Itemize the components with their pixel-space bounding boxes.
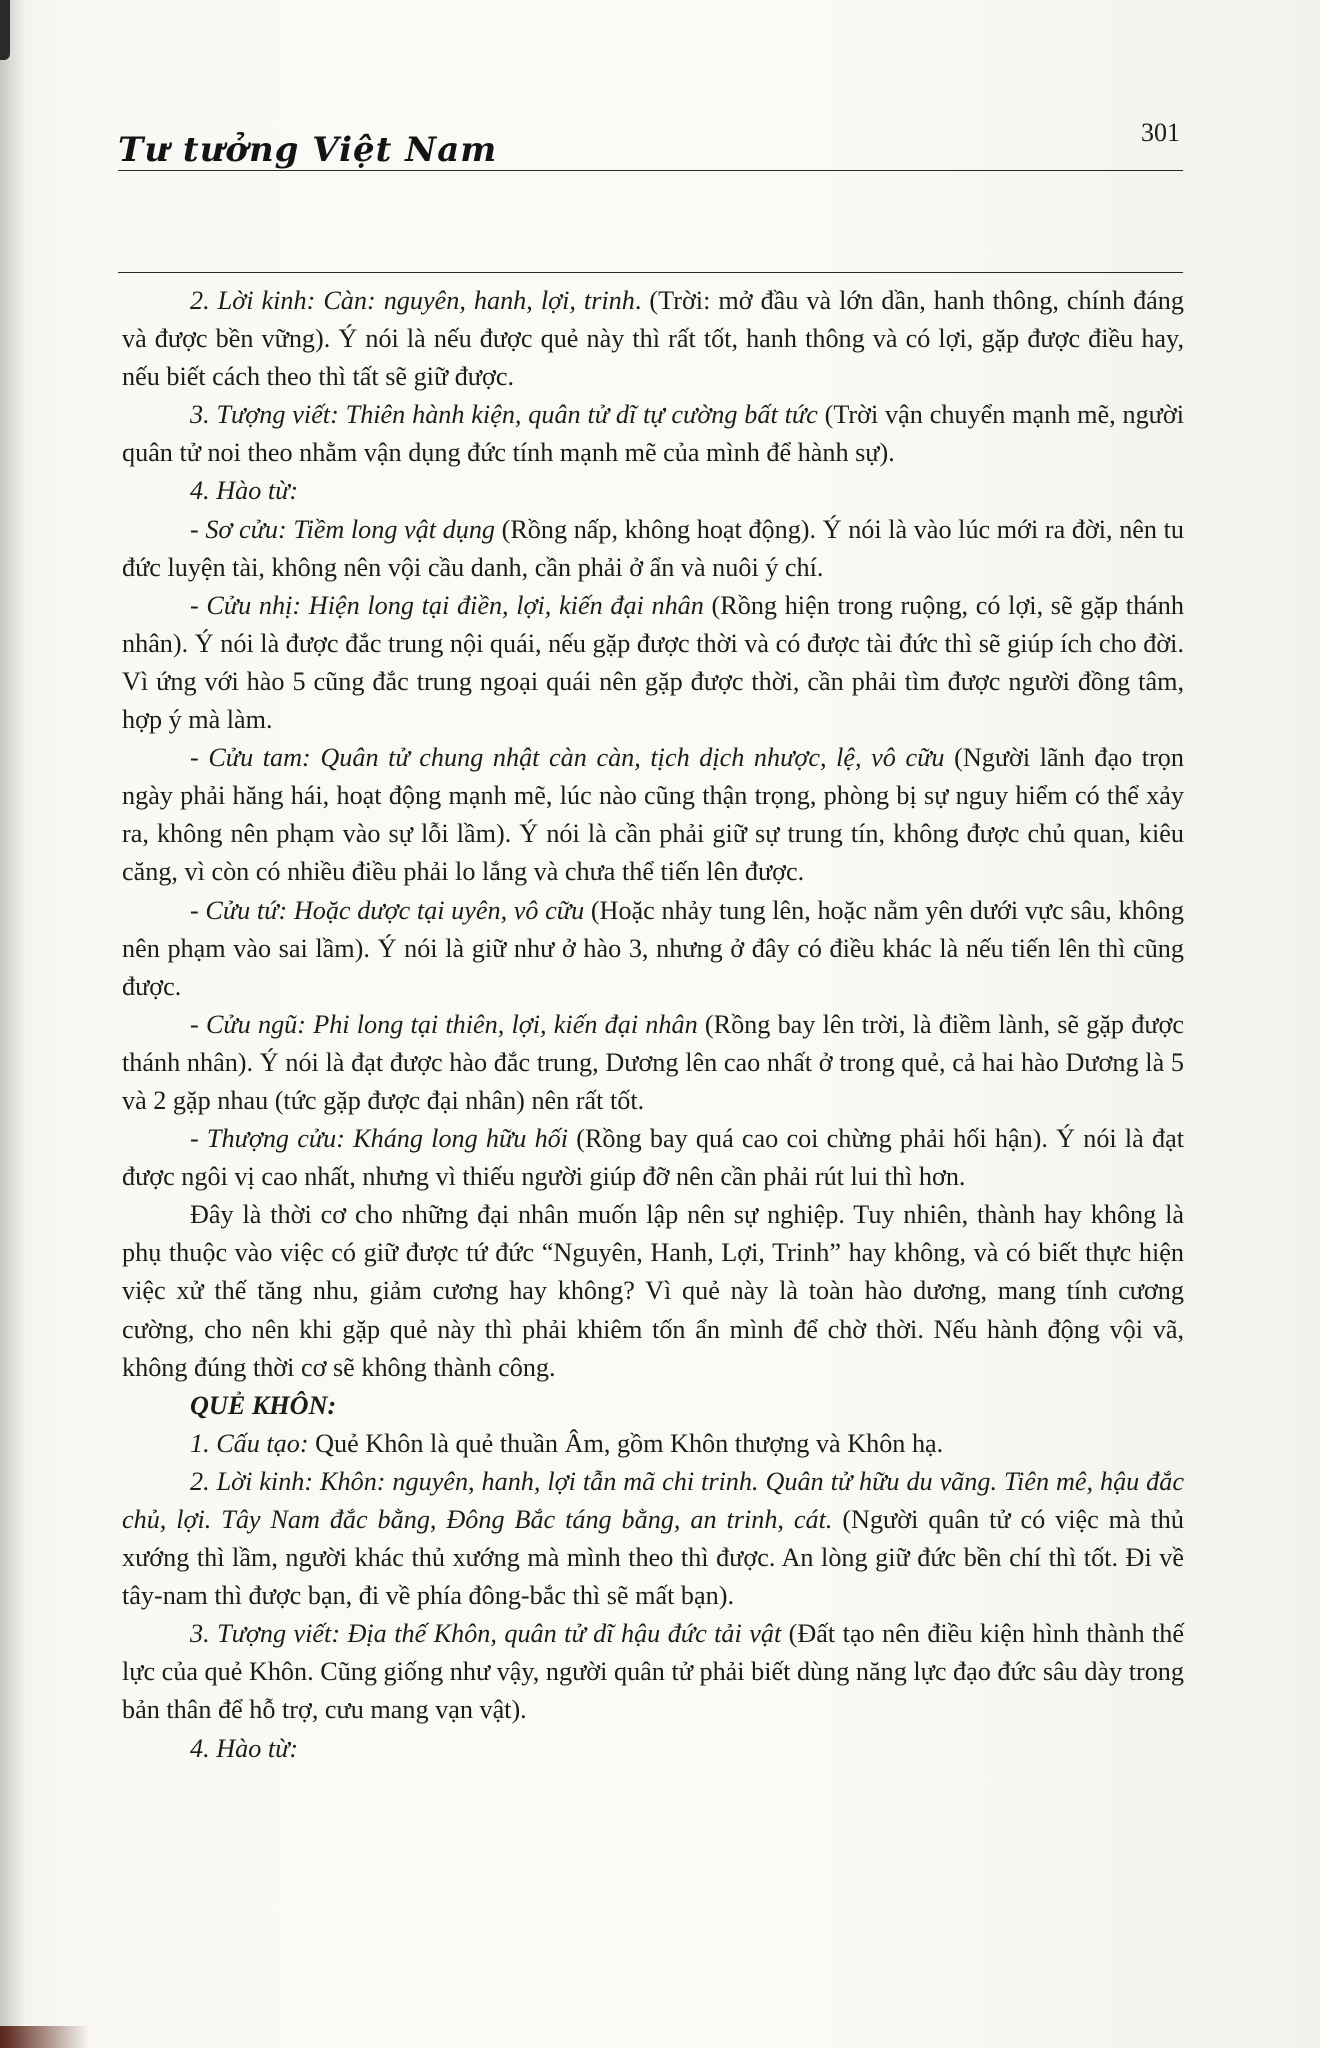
text-run: (Rồng bay quá cao coi chừng phải hối hận). Ý nói là đạt được ngôi vị cao nhất, nhưng vì thiếu người giúp đỡ nên cần phải rút lui thì hơn. [122,1124,1184,1192]
text-run: (Rồng hiện trong ruộng, có lợi, sẽ gặp thánh nhân). Ý nói là được đắc trung nội quái, nếu gặp được thời và có được tài đức thì sẽ giúp ích cho đời. Vì ứng với hào 5 cũng đắc trung ngoại quái nên gặp được thời, cần phải tìm được người đồng tâm, hợp ý mà làm. [122,590,1184,735]
text-run: Quẻ Khôn là quẻ thuần Âm, gồm Khôn thượng và Khôn hạ. [308,1428,944,1458]
italic-run: QUẺ KHÔN: [190,1390,337,1420]
italic-run: 3. Tượng viết: Thiên hành kiện, quân tử dĩ tự cường bất tức [190,400,818,430]
paragraph [122,282,1184,396]
text-run: (Hoặc nhảy tung lên, hoặc nằm yên dưới vực sâu, không nên phạm vào sai lầm). Ý nói là giữ như ở hào 3, nhưng ở đây có điều khác là nếu tiến lên thì cũng được. [122,895,1184,1001]
paragraph [122,396,1184,472]
italic-run: Cửu ngũ: Phi long tại thiên, lợi, kiến đại nhân [205,1009,698,1039]
italic-run: 4. Hào từ: [190,1733,299,1763]
italic-run: Cửu tứ: Hoặc dược tại uyên, vô cữu [205,895,585,925]
text-run: (Rồng nấp, không hoạt động). Ý nói là vào lúc mới ra đời, nên tu đức luyện tài, không nên vội cầu danh, cần phải ở ẩn và nuôi ý chí. [122,514,1184,582]
text-run: (Trời vận chuyển mạnh mẽ, người quân tử noi theo nhằm vận dụng đức tính mạnh mẽ của mình để hành sự). [122,400,1184,468]
text-run: - [190,1009,206,1039]
italic-run: Cửu tam: Quân tử chung nhật càn càn, tịch dịch nhược, lệ, vô cữu [208,743,945,773]
paragraph [122,1615,1184,1729]
paragraph [122,587,1184,739]
text-run: (Đất tạo nên điều kiện hình thành thế lực của quẻ Khôn. Cũng giống như vậy, người quân tử phải biết dùng năng lực đạo đức sâu dày trong bản thân để hỗ trợ, cưu mang vạn vật). [122,1619,1184,1725]
bottom-edge-mark [0,2026,90,2048]
paragraph [122,1006,1184,1120]
text-run: - [190,895,206,925]
running-header [118,118,1180,174]
paragraph [122,1730,1184,1768]
paragraph [122,1425,1184,1463]
italic-run: 1. Cấu tạo: [190,1428,309,1458]
italic-run: Sơ cửu: Tiềm long vật dụng [205,514,496,544]
italic-run: 2. Lời kinh: Khôn: nguyên, hanh, lợi tẫn mã chi trinh. Quân tử hữu du vãng. Tiên mê, hậu đắc chủ, lợi. Tây Nam đắc bằng, Đông Bắc táng bằng, an trinh, cát. [122,1466,1184,1534]
italic-run: 4. Hào từ: [190,476,299,506]
text-run: Đây là thời cơ cho những đại nhân muốn lập nên sự nghiệp. Tuy nhiên, thành hay không là phụ thuộc vào việc có giữ được tứ đức “Nguyên, Hanh, Lợi, Trinh” hay không, và có biết thực hiện việc xử thế tăng nhu, giảm cương hay không? Vì quẻ này là toàn hào dương, mang tính cương cường, cho nên khi gặp quẻ này thì phải khiêm tốn ẩn mình để chờ thời. Nếu hành động vội vã, không đúng thời cơ sẽ không thành công. [122,1200,1184,1382]
running-header-title: Tư tưởng Việt Nam [118,130,498,170]
text-run: (Rồng bay lên trời, là điềm lành, sẽ gặp được thánh nhân). Ý nói là đạt được hào đắc trung, Dương lên cao nhất ở trong quẻ, cả hai hào Dương là 5 và 2 gặp nhau (tức gặp được đại nhân) nên rất tốt. [122,1009,1184,1115]
corner-mark [0,0,10,60]
body-text [122,282,1184,1768]
paragraph [122,1196,1184,1386]
paragraph [122,739,1184,891]
text-run: (Người lãnh đạo trọn ngày phải hăng hái, hoạt động mạnh mẽ, lúc nào cũng thận trọng, phòng bị sự nguy hiểm có thể xảy ra, không nên phạm vào sự lỗi lầm). Ý nói là cần phải giữ sự trung tín, không được chủ quan, kiêu căng, vì còn có nhiều điều phải lo lắng và chưa thể tiến lên được. [122,743,1184,887]
paragraph [122,472,1184,510]
text-run: - [190,743,209,773]
text-run: - [190,590,207,620]
paragraph [122,1463,1184,1615]
paragraph [122,511,1184,587]
header-rule [118,170,1183,171]
section-heading [122,1387,1184,1425]
italic-run: Cửu nhị: Hiện long tại điền, lợi, kiến đại nhân [206,590,704,620]
text-run: . (Trời: mở đầu và lớn dần, hanh thông, chính đáng và được bền vững). Ý nói là nếu được quẻ này thì rất tốt, hanh thông và có lợi, gặp được điều hay, nếu biết cách theo thì tất sẽ giữ được. [122,286,1184,392]
section-rule [118,272,1183,273]
spine-shadow [0,0,26,2048]
paragraph [122,1120,1184,1196]
paragraph [122,892,1184,1006]
italic-run: Thượng cửu: Kháng long hữu hối [206,1124,569,1154]
text-run: (Người quân tử có việc mà thủ xướng thì lầm, người khác thủ xướng mà mình theo thì được. An lòng giữ đức bền chí thì tốt. Đi về tây-nam thì được bạn, đi về phía đông-bắc thì sẽ mất bạn). [122,1505,1184,1611]
text-run: - [190,1124,207,1154]
italic-run: 3. Tượng viết: Địa thế Khôn, quân tử dĩ hậu đức tải vật [190,1619,782,1649]
italic-run: 2. Lời kinh: Càn: nguyên, hanh, lợi, trinh [190,286,635,315]
page-number: 301 [1141,118,1180,147]
text-run: - [190,514,206,544]
